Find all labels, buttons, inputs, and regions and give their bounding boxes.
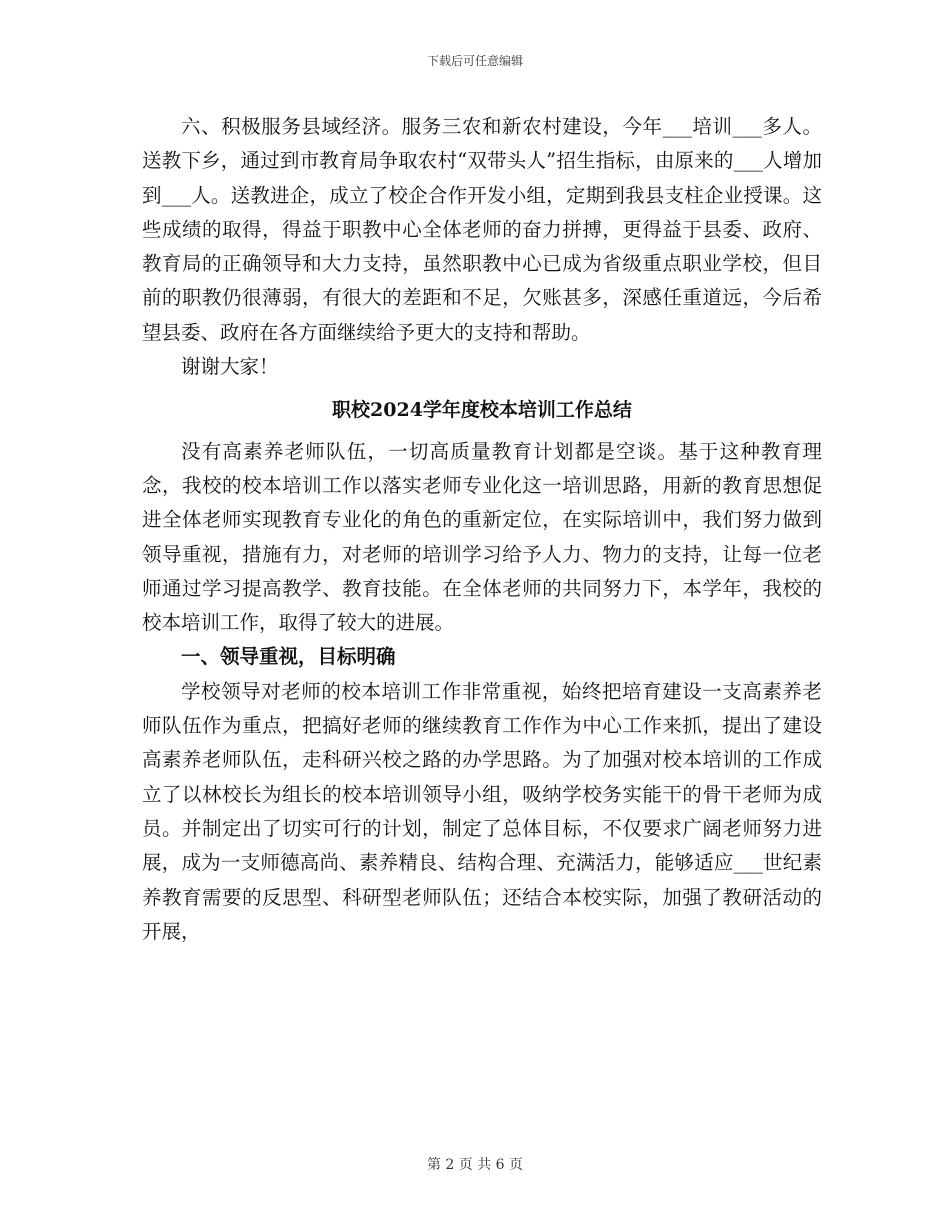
- paragraph-intro: 没有高素养老师队伍，一切高质量教育计划都是空谈。基于这种教育理念，我校的校本培训工作以落实老师专业化这一培训思路，用新的教育思想促进全体老师实现教育专业化的角色的重新定位，在实际培训中，我们努力做到领导重视，措施有力，对老师的培训学习给予人力、物力的支持，让每一位老师通过学习提高教学、教育技能。在全体老师的共同努力下，本学年，我校的校本培训工作，取得了较大的进展。: [142, 439, 822, 635]
- page-number: 第 2 页 共 6 页: [426, 1157, 524, 1173]
- paragraph-service-economy: 六、积极服务县域经济。服务三农和新农村建设，今年___培训___多人。送教下乡，通过到市教育局争取农村“双带头人”招生指标，由原来的___人增加到___人。送教进企，成立了校企合作开发小组，定期到我县支柱企业授课。这些成绩的取得，得益于职教中心全体老师的奋力拼搏，更得益于县委、政府、教育局的正确领导和大力支持，虽然职教中心已成为省级重点职业学校，但目前的职教仍很薄弱，有很大的差距和不足，欠账甚多，深感任重道远，今后希望县委、政府在各方面继续给予更大的支持和帮助。: [142, 115, 822, 344]
- document-body: [142, 110, 822, 949]
- paragraph-leadership: 学校领导对老师的校本培训工作非常重视，始终把培育建设一支高素养老师队伍作为重点，把搞好老师的继续教育工作作为中心工作来抓，提出了建设高素养老师队伍，走科研兴校之路的办学思路。为了加强对校本培训的工作成立了以林校长为组长的校本培训领导小组，吸纳学校务实能干的骨干老师为成员。并制定出了切实可行的计划，制定了总体目标，不仅要求广阔老师努力进展，成为一支师德高尚、素养精良、结构合理、充满活力，能够适应___世纪素养教育需要的反思型、科研型老师队伍；还结合本校实际，加强了教研活动的开展，: [142, 679, 822, 943]
- section-heading-leadership: 一、领导重视，目标明确: [181, 645, 396, 669]
- document-title: 职校2024学年度校本培训工作总结: [332, 399, 632, 422]
- paragraph-thanks: 谢谢大家！: [181, 355, 279, 379]
- page-header-note: 下载后可任意编辑: [426, 54, 523, 68]
